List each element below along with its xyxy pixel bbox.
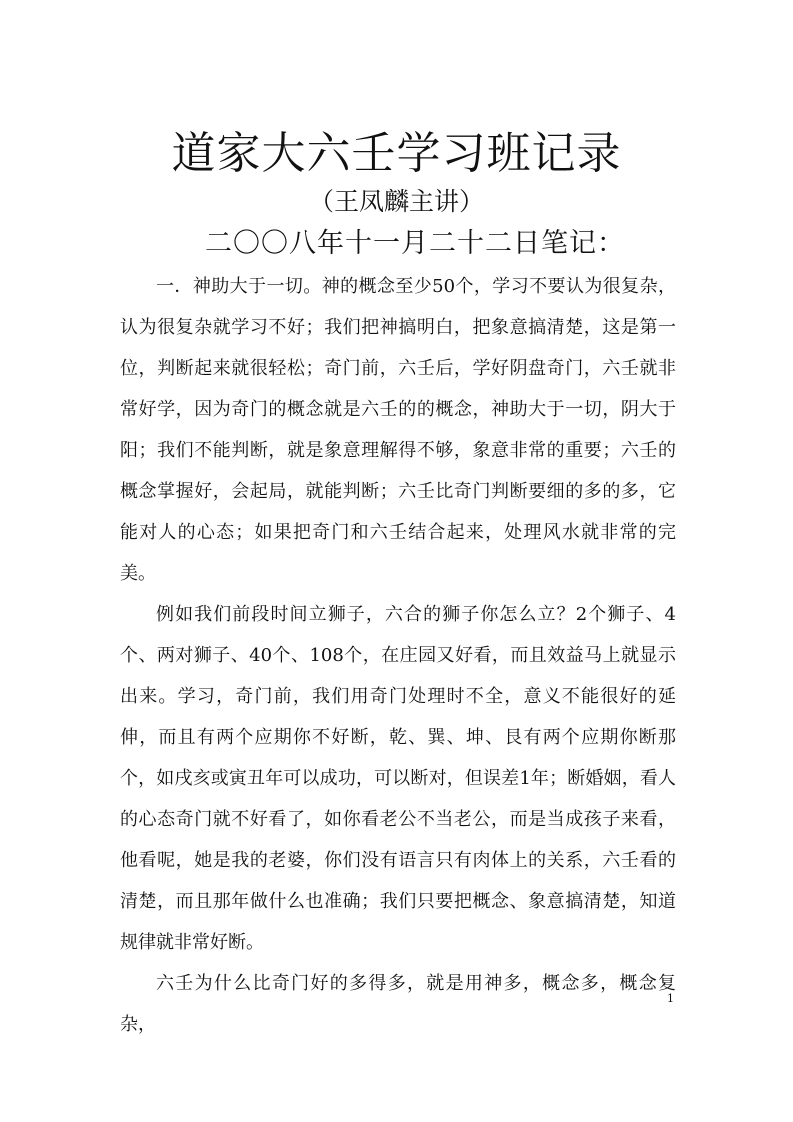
paragraph-1: 一．神助大于一切。神的概念至少50个，学习不要认为很复杂，认为很复杂就学习不好；我们把神搞明白，把象意搞清楚，这是第一位，判断起来就很轻松；奇门前，六壬后，学好阴盘奇门，六壬就非常好学，因为奇门的概念就是六壬的的概念，神助大于一切，阴大于阳；我们不能判断，就是象意理解得不够，象意非常的重要；六壬的概念掌握好，会起局，就能判断；六壬比奇门判断要细的多的多，它能对人的心态；如果把奇门和六壬结合起来，处理风水就非常的完美。 xyxy=(120,276,676,584)
paragraph-2: 例如我们前段时间立狮子，六合的狮子你怎么立？2个狮子、4个、两对狮子、40个、108个，在庄园又好看，而且效益马上就显示出来。学习，奇门前，我们用奇门处理时不全，意义不能很好的延伸，而且有两个应期你不好断，乾、巽、坤、艮有两个应期你断那个，如戌亥或寅丑年可以成功，可以断对，但误差1年；断婚姻，看人的心态奇门就不好看了，如你看老公不当老公，而是当成孩子来看，他看呢，她是我的老婆，你们没有语言只有肉体上的关系，六壬看的清楚，而且那年做什么也准确；我们只要把概念、象意搞清楚，知道规律就非常好断。 xyxy=(120,604,676,953)
page-number: 1 xyxy=(667,992,674,1005)
paragraph-3: 六壬为什么比奇门好的多得多，就是用神多，概念多，概念复杂， xyxy=(120,973,676,1035)
document-title: 道家大六壬学习班记录 xyxy=(171,128,622,179)
document-body xyxy=(120,266,676,1045)
document-subtitle: （王凤麟主讲） xyxy=(308,187,484,216)
date-heading: 二〇〇八年十一月二十二日笔记： xyxy=(205,228,625,259)
